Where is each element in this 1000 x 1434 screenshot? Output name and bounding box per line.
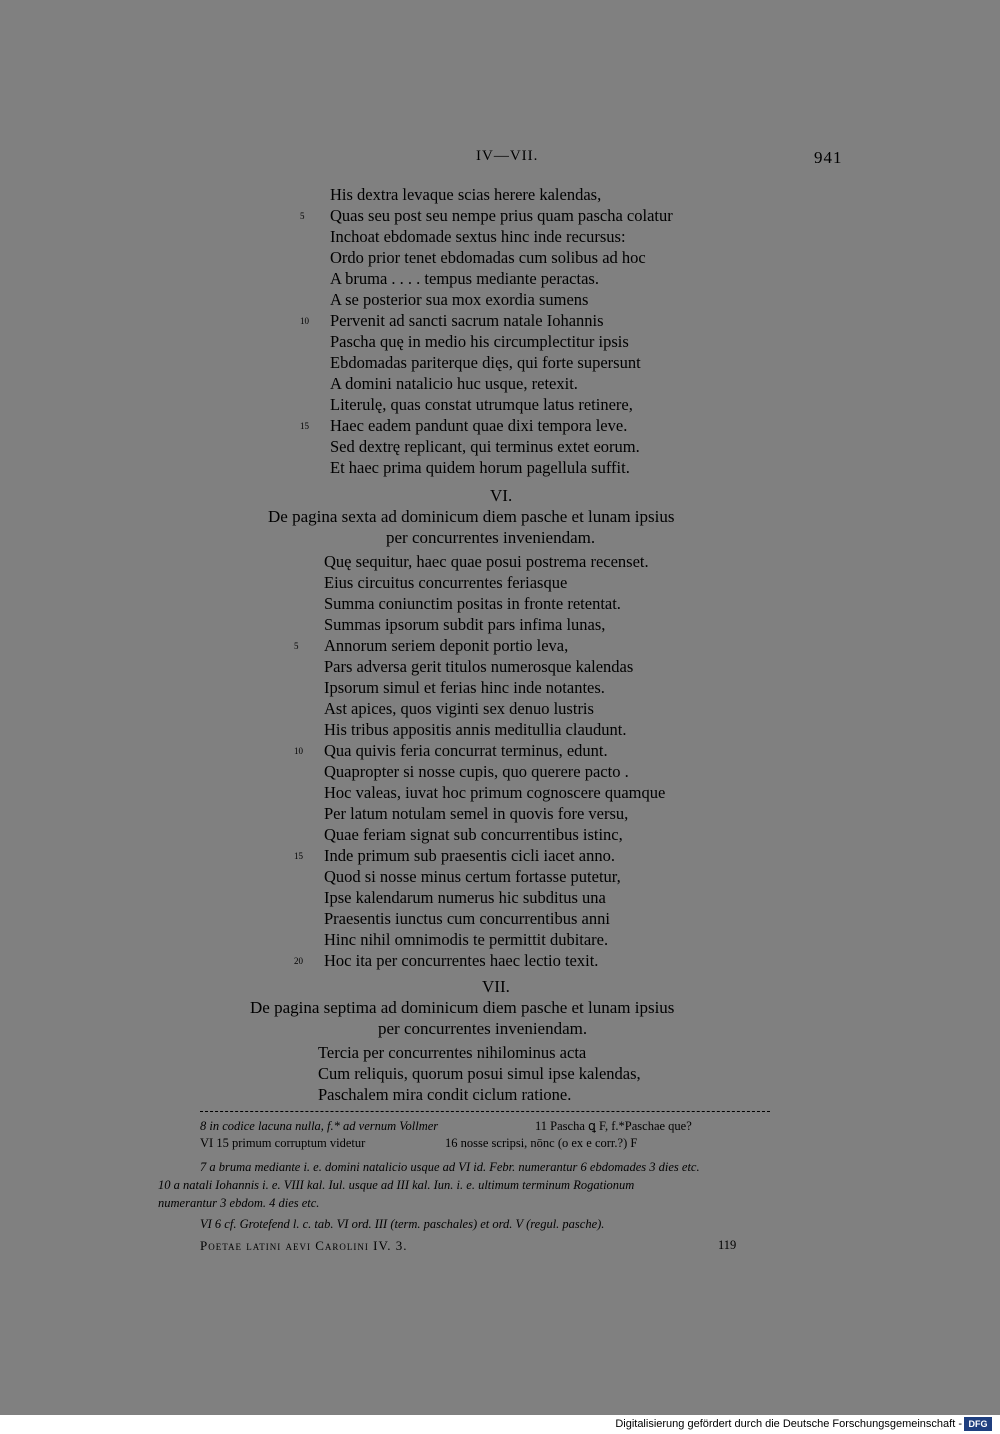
apparatus-note: 16 nosse scripsi, nōnc (o ex e corr.?) F: [445, 1136, 638, 1150]
verse-line: Ast apices, quos viginti sex denuo lustris: [324, 699, 594, 718]
verse-line: Inde primum sub praesentis cicli iacet anno.: [324, 846, 615, 865]
verse-line: Hoc valeas, iuvat hoc primum cognoscere quamque: [324, 783, 666, 802]
section-vii-heading: De pagina septima ad dominicum diem pasche et lunam ipsius: [250, 998, 675, 1017]
verse-line: Ebdomadas pariterque dięs, qui forte supersunt: [330, 353, 641, 372]
verse-line: Hoc ita per concurrentes haec lectio texit.: [324, 951, 599, 970]
page-number: 941: [814, 148, 843, 167]
verse-line: Hinc nihil omnimodis te permittit dubitare.: [324, 930, 609, 949]
verse-line: Quas seu post seu nempe prius quam pascha colatur: [330, 206, 673, 225]
verse-line: Ordo prior tenet ebdomadas cum solibus ad hoc: [330, 248, 646, 267]
signature-mark: Poetae latini aevi Carolini IV. 3.: [200, 1238, 408, 1253]
verse-line: Et haec prima quidem horum pagellula suffit.: [330, 458, 630, 477]
verse-line: Haec eadem pandunt quae dixi tempora leve.: [330, 416, 628, 435]
section-vi-numeral: VI.: [490, 486, 513, 505]
verse-line: Quapropter si nosse cupis, quo querere pacto .: [324, 762, 629, 781]
verse-line: Summa coniunctim positas in fronte retentat.: [324, 594, 621, 613]
line-number: 15: [300, 421, 309, 431]
verse-line: Eius circuitus concurrentes feriasque: [324, 573, 568, 592]
verse-line: Quę sequitur, haec quae posui postrema recenset.: [324, 552, 649, 571]
signature-number: 119: [718, 1238, 737, 1252]
verse-line: Qua quivis feria concurrat terminus, edunt.: [324, 741, 608, 760]
line-number: 5: [294, 641, 299, 651]
verse-line: Tercia per concurrentes nihilominus acta: [318, 1043, 587, 1062]
apparatus-note: 11 Pascha ꝗ F, f.*Paschae que?: [535, 1119, 692, 1133]
verse-line: A se posterior sua mox exordia sumens: [330, 290, 589, 309]
apparatus-note: 8 in codice lacuna nulla, f.* ad vernum Vollmer: [200, 1119, 439, 1133]
section-vi-subheading: per concurrentes inveniendam.: [386, 528, 596, 547]
verse-line: Pascha quę in medio his circumplectitur ipsis: [330, 332, 629, 351]
commentary-note: VI 6 cf. Grotefend l. c. tab. VI ord. III (term. paschales) et ord. V (regul. pasche).: [200, 1217, 605, 1231]
verse-line: Paschalem mira condit ciclum ratione.: [318, 1085, 572, 1104]
footnote-separator: [200, 1111, 770, 1112]
verse-line: Praesentis iunctus cum concurrentibus anni: [324, 909, 610, 928]
verse-line: Pars adversa gerit titulos numerosque kalendas: [324, 657, 634, 676]
verse-line: Per latum notulam semel in quovis fore versu,: [324, 804, 629, 823]
section-vi-heading: De pagina sexta ad dominicum diem pasche et lunam ipsius: [268, 507, 675, 526]
verse-line: Pervenit ad sancti sacrum natale Iohannis: [330, 311, 604, 330]
verse-line: Quae feriam signat sub concurrentibus istinc,: [324, 825, 623, 844]
verse-line: Cum reliquis, quorum posui simul ipse kalendas,: [318, 1064, 641, 1083]
verse-line: Sed dextrę replicant, qui terminus extet eorum.: [330, 437, 640, 456]
verse-line: Annorum seriem deponit portio leva,: [324, 636, 569, 655]
line-number: 10: [300, 316, 309, 326]
verse-line: A bruma . . . . tempus mediante peractas.: [330, 269, 599, 288]
verse-line: Quod si nosse minus certum fortasse putetur,: [324, 867, 621, 886]
verse-line: Literulę, quas constat utrumque latus retinere,: [330, 395, 633, 414]
verse-line: His tribus appositis annis meditullia claudunt.: [324, 720, 627, 739]
line-number: 10: [294, 746, 303, 756]
dfg-logo: DFG: [964, 1417, 992, 1431]
verse-line: Summas ipsorum subdit pars infima lunas,: [324, 615, 606, 634]
section-vii-numeral: VII.: [482, 977, 510, 996]
verse-line: Ipsorum simul et ferias hinc inde notantes.: [324, 678, 605, 697]
commentary-note: 10 a natali Iohannis i. e. VIII kal. Iul. usque ad III kal. Iun. i. e. ultimum terminum Rogationum: [158, 1178, 635, 1192]
line-number: 20: [294, 956, 303, 966]
apparatus-note: VI 15 primum corruptum videtur: [200, 1136, 366, 1150]
running-title: IV—VII.: [476, 148, 539, 164]
section-vii-subheading: per concurrentes inveniendam.: [378, 1019, 588, 1038]
commentary-note: numerantur 3 ebdom. 4 dies etc.: [158, 1196, 320, 1210]
digitization-footer: [0, 1415, 1000, 1434]
verse-line: His dextra levaque scias herere kalendas,: [330, 185, 602, 204]
verse-line: Ipse kalendarum numerus hic subditus una: [324, 888, 606, 907]
commentary-note: 7 a bruma mediante i. e. domini natalicio usque ad VI id. Febr. numerantur 6 ebdomades 3 dies etc.: [200, 1160, 700, 1174]
verse-line: Inchoat ebdomade sextus hinc inde recursus:: [330, 227, 626, 246]
funding-notice: Digitalisierung gefördert durch die Deutsche Forschungsgemeinschaft -: [615, 1418, 962, 1430]
verse-line: A domini natalicio huc usque, retexit.: [330, 374, 578, 393]
line-number: 15: [294, 851, 303, 861]
line-number: 5: [300, 211, 305, 221]
